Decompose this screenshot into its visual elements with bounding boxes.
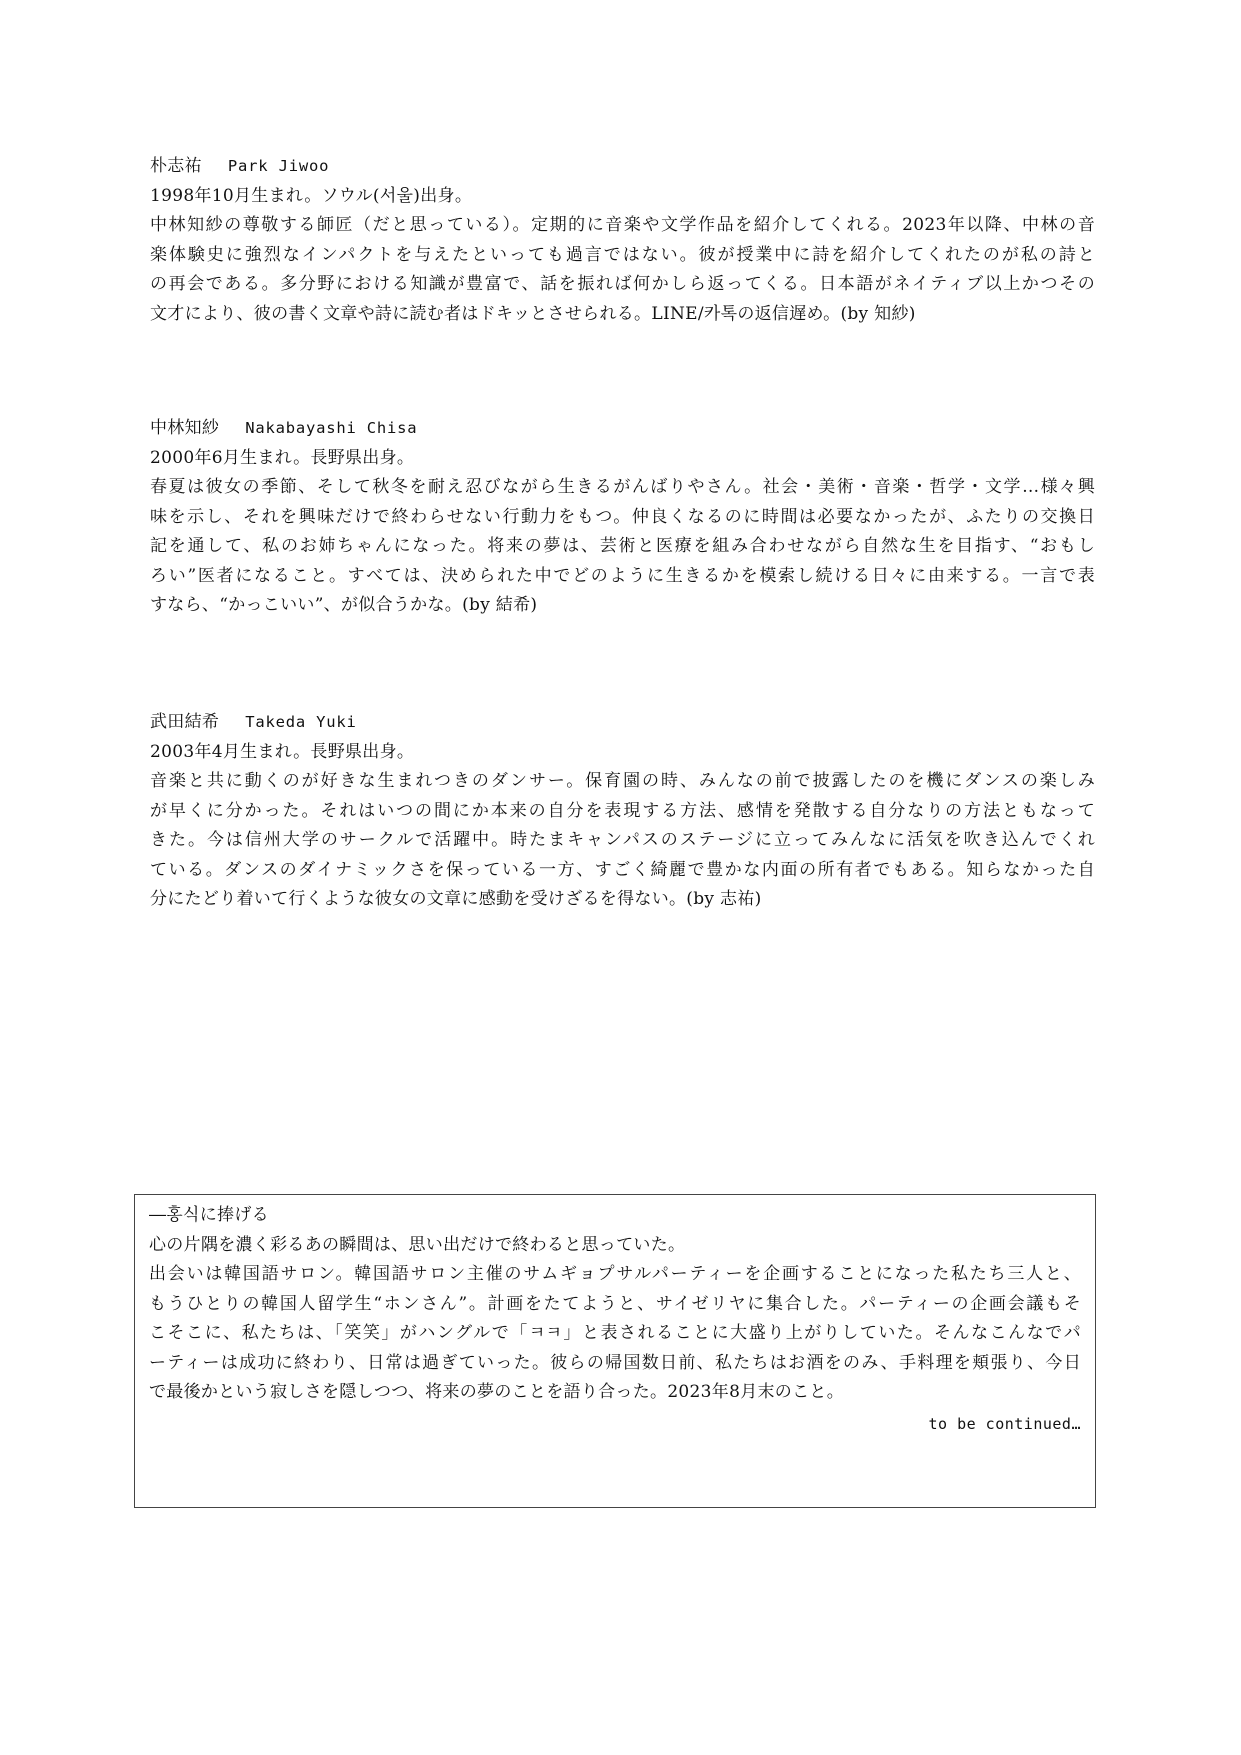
description-line: 分にたどり着いて行くような彼女の文章に感動を受けざるを得ない。(by 志祐) xyxy=(150,889,762,909)
story-intro: 心の片隅を濃く彩るあの瞬間は、思い出だけで終わると思っていた。 xyxy=(149,1234,686,1255)
story-line: 出会いは韓国語サロン。韓国語サロン主催のサムギョプサルパーティーを企画することになった私たち三人と、 xyxy=(149,1264,1081,1284)
description-line: 音楽と共に動くのが好きな生まれつきのダンサー。保育園の時、みんなの前で披露したのを機にダンスの楽しみ xyxy=(150,771,1095,791)
description-line: ろい”医者になること。すべては、決められた中でどのように生きるかを模索し続ける日々に由来する。一言で表 xyxy=(150,565,1095,586)
story-box xyxy=(134,1194,1096,1508)
description-line: きた。今は信州大学のサークルで活躍中。時たまキャンパスのステージに立ってみんなに活気を吹き込んでくれ xyxy=(150,830,1095,850)
name-japanese: 武田結希 xyxy=(150,712,220,732)
story-line: で最後かという寂しさを隠しつつ、将来の夢のことを語り合った。2023年8月末のこと。 xyxy=(149,1382,844,1402)
profile-name xyxy=(150,152,1095,182)
story-line: こそこに、私たちは、「笑笑」がハングルで「ㅋㅋ」と表されることに大盛り上がりしていた。そんなこんなでパ xyxy=(149,1323,1081,1343)
to-be-continued: to be continued… xyxy=(928,1414,1081,1433)
name-english: Nakabayashi Chisa xyxy=(245,419,418,437)
profile-birth: 2003年4月生まれ。長野県出身。 xyxy=(150,741,415,762)
profile-name xyxy=(150,708,1095,738)
name-japanese: 朴志祐 xyxy=(150,156,202,176)
story-body xyxy=(149,1260,1081,1408)
name-english: Park Jiwoo xyxy=(227,157,330,175)
story-box-content xyxy=(149,1201,1081,1439)
name-japanese: 中林知紗 xyxy=(150,418,220,438)
profile-birth: 1998年10月生まれ。ソウル(서울)出身。 xyxy=(150,185,473,206)
description-line: 文才により、彼の書く文章や詩に読む者はドキッとさせられる。LINE/카톡の返信遅め。(by 知紗) xyxy=(150,303,916,324)
description-line: ている。ダンスのダイナミックさを保っている一方、すごく綺麗で豊かな内面の所有者でもある。知らなかった自 xyxy=(150,859,1095,880)
profile-nakabayashi-chisa xyxy=(150,414,1095,621)
description-line: 記を通して、私のお姉ちゃんになった。将来の夢は、芸術と医療を組み合わせながら自然な生を目指す、“おもし xyxy=(150,536,1095,556)
profile-description xyxy=(150,473,1095,621)
name-english: Takeda Yuki xyxy=(245,713,357,731)
description-line: の再会である。多分野における知識が豊富で、話を振れば何かしら返ってくる。日本語がネイティブ以上かつその xyxy=(150,274,1095,294)
story-line: もうひとりの韓国人留学生“ホンさん”。計画をたてようと、サイゼリヤに集合した。パーティーの企画会議もそ xyxy=(149,1293,1081,1314)
profile-description xyxy=(150,211,1095,329)
profile-park-jiwoo xyxy=(150,152,1095,329)
story-line: ーティーは成功に終わり、日常は過ぎていった。彼らの帰国数日前、私たちはお酒をのみ、手料理を頬張り、今日 xyxy=(149,1352,1081,1373)
description-line: すなら、“かっこいい”、が似合うかな。(by 結希) xyxy=(150,595,538,615)
profile-name xyxy=(150,414,1095,444)
description-line: 春夏は彼女の季節、そして秋冬を耐え忍びながら生きるがんばりやさん。社会・美術・音楽・哲学・文学…様々興 xyxy=(150,477,1095,497)
profile-birth: 2000年6月生まれ。長野県出身。 xyxy=(150,447,415,468)
profile-description xyxy=(150,767,1095,915)
description-line: が早くに分かった。それはいつの間にか本来の自分を表現する方法、感情を発散する自分なりの方法ともなって xyxy=(150,800,1095,821)
description-line: 味を示し、それを興味だけで終わらせない行動力をもつ。仲良くなるのに時間は必要なかったが、ふたりの交換日 xyxy=(150,506,1095,527)
profile-takeda-yuki xyxy=(150,708,1095,915)
description-line: 楽体験史に強烈なインパクトを与えたといっても過言ではない。彼が授業中に詩を紹介してくれたのが私の詩と xyxy=(150,244,1095,265)
story-heading: ―홍식に捧げる xyxy=(149,1205,269,1225)
description-line: 中林知紗の尊敬する師匠（だと思っている）。定期的に音楽や文学作品を紹介してくれる。2023年以降、中林の音 xyxy=(150,215,1095,235)
